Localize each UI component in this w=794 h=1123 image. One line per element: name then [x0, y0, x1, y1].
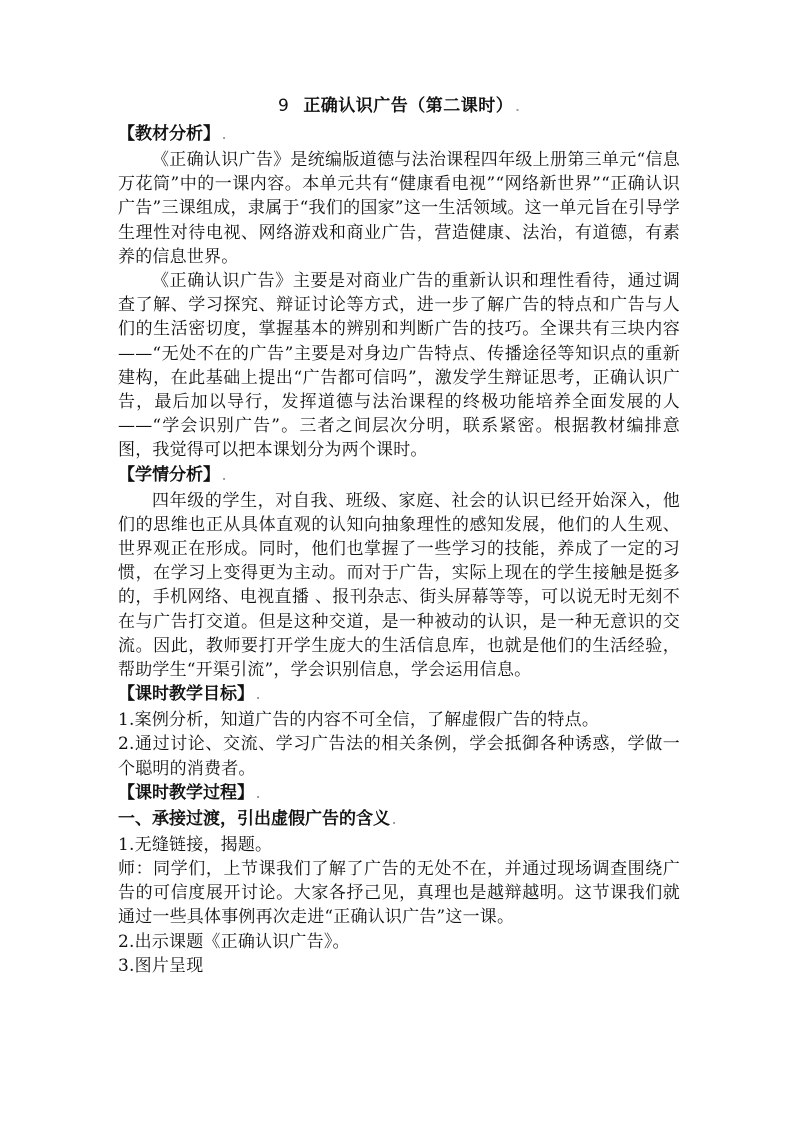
- section-heading-student-analysis: 【学情分析】 .: [118, 464, 227, 485]
- document-title: [118, 94, 680, 120]
- process-step-1: 1.无缝链接，揭题。: [118, 834, 273, 855]
- process-subheading: 一、承接过渡，引出虚假广告的含义 .: [118, 808, 397, 829]
- lesson-title: 正确认识广告（第二课时）: [303, 96, 514, 116]
- section-heading-goals: 【课时教学目标】 .: [118, 684, 261, 705]
- teacher-speech: 师：同学们，上节课我们了解了广告的无处不在，并通过现场调查围绕广告的可信度展开讨论。大家各抒己见，真理也是越辩越明。这节课我们就通过一些具体事例再次走进“正确认识广告”这一课。: [118, 859, 680, 928]
- goal-item-1: 1.案例分析，知道广告的内容不可全信，了解虚假广告的特点。: [118, 710, 600, 731]
- process-step-3: 3.图片呈现: [118, 955, 204, 976]
- document-page: [118, 94, 680, 978]
- material-analysis-paragraph-2: 《正确认识广告》主要是对商业广告的重新认识和理性看待，通过调查了解、学习探究、辩证讨论等方式，进一步了解广告的特点和广告与人们的生活密切度，掌握基本的辨别和判断广告的技巧。全课共有三块内容——“无处不在的广告”主要是对身边广告特点、传播途径等知识点的重新建构，在此基础上提出“广告都可信吗”，激发学生辩证思考，正确认识广告，最后加以导行，发挥道德与法治课程的终极功能培养全面发展的人——“学会识别广告”。三者之间层次分明，联系紧密。根据教材编排意图，我觉得可以把本课划分为两个课时。: [118, 271, 680, 461]
- student-analysis-paragraph: 四年级的学生，对自我、班级、家庭、社会的认识已经开始深入，他们的思维也正从具体直观的认知向抽象理性的感知发展，他们的人生观、世界观正在形成。同时，他们也掌握了一些学习的技能，养成了一定的习惯，在学习上变得更为主动。而对于广告，实际上现在的学生接触是挺多的，手机网络、电视直播 、报刊杂志、街头屏幕等等，可以说无时无刻不在与广告打交道。但是这种交道，是一种被动的认识，是一种无意识的交流。因此，教师要打开学生庞大的生活信息库，也就是他们的生活经验，帮助学生“开渠引流”，学会识别信息，学会运用信息。: [118, 490, 680, 681]
- section-heading-material-analysis: 【教材分析】 .: [118, 124, 227, 144]
- section-heading-process: 【课时教学过程】 .: [118, 782, 261, 803]
- lesson-number: 9: [277, 96, 290, 116]
- process-step-2: 2.出示课题《正确认识广告》。: [118, 931, 350, 952]
- paragraph-mark: .: [515, 101, 520, 114]
- material-analysis-paragraph-1: 《正确认识广告》是统编版道德与法治课程四年级上册第三单元“信息万花筒”中的一课内容。本单元共有“健康看电视”“网络新世界”“正确认识广告”三课组成，隶属于“我们的国家”这一生活领域。这一单元旨在引导学生理性对待电视、网络游戏和商业广告，营造健康、法治，有道德，有素养的信息世界。: [118, 150, 680, 267]
- goal-item-2: 2.通过讨论、交流、学习广告法的相关条例，学会抵御各种诱惑，学做一个聪明的消费者。: [118, 734, 680, 779]
